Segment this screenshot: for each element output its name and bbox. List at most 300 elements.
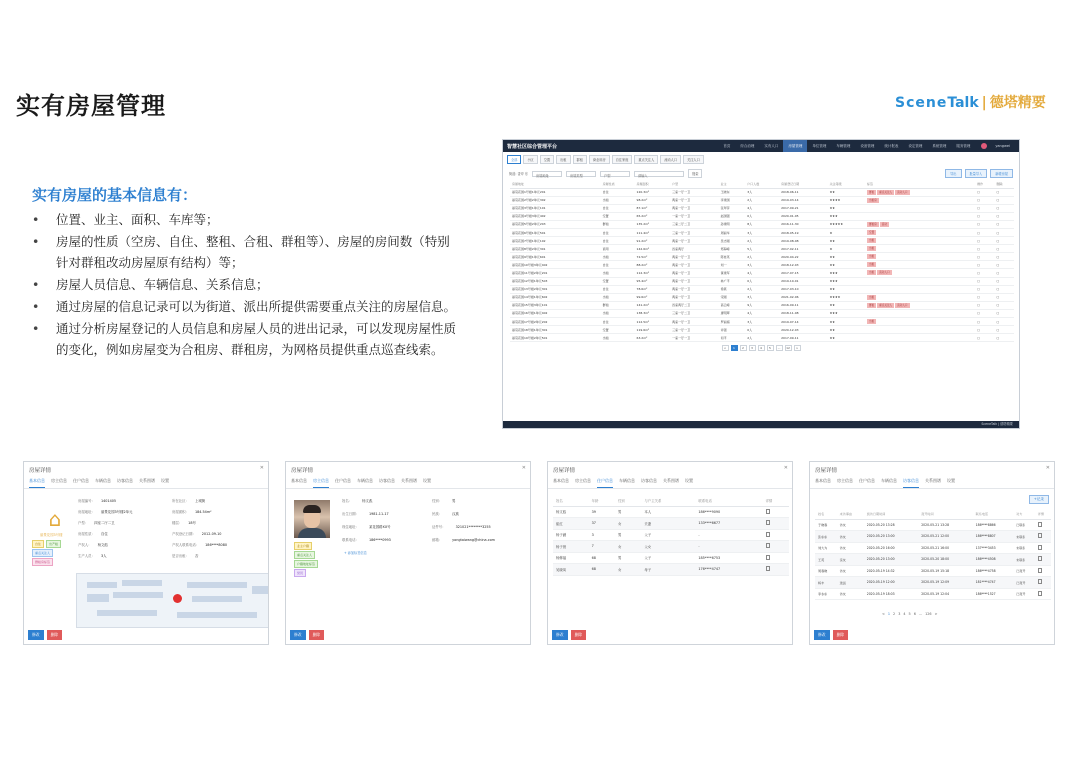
panel-tab[interactable]: 基本信息: [815, 478, 831, 483]
pagination: [882, 612, 937, 616]
filter-tab[interactable]: 重点关注人: [634, 155, 658, 164]
nav-item[interactable]: 首页: [723, 144, 731, 148]
search-input[interactable]: 请输入: [634, 171, 684, 177]
table-cell: 2020-05-19 12:00: [864, 577, 918, 589]
address-select[interactable]: 房屋地址: [532, 171, 562, 177]
table-cell: 2019-07-14: [779, 318, 827, 326]
table-cell: 2020-05-19 14:32: [864, 565, 918, 577]
delete-icon[interactable]: ▢: [995, 196, 1014, 204]
page-button[interactable]: 126: [925, 612, 932, 616]
panel-tab[interactable]: 基本信息: [29, 476, 45, 488]
panel-tab[interactable]: 关系图谱: [663, 478, 679, 483]
edit-button[interactable]: 修改: [28, 630, 44, 640]
page-button[interactable]: >: [934, 612, 938, 616]
table-cell: 男: [615, 506, 641, 518]
edit-icon[interactable]: ▢: [975, 301, 994, 309]
detail-icon[interactable]: [763, 529, 789, 541]
delete-icon[interactable]: ▢: [995, 220, 1014, 228]
table-cell: ★★: [828, 285, 865, 293]
table-cell: 空置: [601, 277, 635, 285]
delete-icon[interactable]: ▢: [995, 309, 1014, 317]
table-cell: 丽景花园4号楼3单元402: [510, 212, 601, 220]
table-cell: 185****6753: [695, 552, 762, 564]
table-cell: 186****8807: [973, 531, 1013, 543]
app-title: 智慧社区综合管理平台: [507, 143, 558, 150]
table-row[interactable]: [510, 293, 1014, 301]
field: [432, 537, 495, 542]
delete-icon[interactable]: ▢: [995, 245, 1014, 253]
column-header: 与户主关系: [641, 496, 695, 506]
delete-button[interactable]: 删除: [309, 630, 325, 640]
user-avatar[interactable]: [981, 143, 987, 149]
nav-item[interactable]: 服务管理: [956, 144, 971, 148]
filter-tab[interactable]: 群租: [573, 155, 587, 164]
table-cell: 68: [589, 552, 615, 564]
table-row[interactable]: [510, 309, 1014, 317]
bullet-list: [30, 209, 460, 361]
import-button[interactable]: 批量导入: [965, 169, 988, 178]
filter-tab[interactable]: 流动人口: [660, 155, 681, 164]
table-cell: 2020-05-20 18:00: [918, 554, 972, 566]
field-value: 某花园路XX号: [368, 525, 391, 529]
filter-tab[interactable]: 空置: [540, 155, 554, 164]
column-header: 房屋面积: [635, 181, 671, 188]
table-cell: 丽景花园12号楼1单元503: [510, 277, 601, 285]
panel-tab[interactable]: 设置: [423, 478, 431, 483]
detail-icon[interactable]: [1035, 588, 1051, 600]
delete-button[interactable]: 删除: [833, 630, 849, 640]
page-button[interactable]: 1: [731, 345, 738, 351]
field-value: 186****0993: [368, 538, 391, 542]
panel-tab[interactable]: 车辆信息: [619, 478, 635, 483]
table-cell: 丽景花园15号楼3单元101: [510, 301, 601, 309]
page-button[interactable]: >: [794, 345, 801, 351]
brand-logo: SceneTalk | 德塔精要: [895, 95, 1046, 111]
edit-icon[interactable]: ▢: [975, 253, 994, 261]
field: [342, 511, 389, 516]
panel-tab[interactable]: 车辆信息: [357, 478, 373, 483]
delete-icon[interactable]: ▢: [995, 204, 1014, 212]
table-row[interactable]: [815, 542, 1051, 554]
nav-item[interactable]: 设备管理: [860, 144, 875, 148]
page-button[interactable]: 2: [893, 612, 896, 616]
table-row[interactable]: [510, 326, 1014, 334]
panel-tab[interactable]: 车辆信息: [881, 478, 897, 483]
field-label: 证件号：: [432, 525, 446, 529]
page-button[interactable]: 5: [767, 345, 774, 351]
delete-icon[interactable]: ▢: [995, 301, 1014, 309]
table-cell: 176****4747: [695, 564, 762, 576]
tags-cell: [865, 277, 975, 285]
table-row[interactable]: [815, 577, 1051, 589]
page-button[interactable]: 6: [913, 612, 916, 616]
edit-icon[interactable]: ▢: [975, 212, 994, 220]
app-topbar: [503, 140, 1019, 152]
delete-button[interactable]: 删除: [47, 630, 63, 640]
field-label: 房屋面积：: [172, 510, 189, 514]
table-row[interactable]: [510, 188, 1014, 196]
delete-icon[interactable]: ▢: [995, 318, 1014, 326]
edit-button[interactable]: 修改: [814, 630, 830, 640]
panel-tab[interactable]: 基本信息: [553, 478, 569, 483]
delete-icon[interactable]: ▢: [995, 212, 1014, 220]
panel-tab[interactable]: 住户信息: [859, 478, 875, 483]
table-cell: 丽景花园6号楼1单元501: [510, 228, 601, 236]
panel-tab[interactable]: 访客信息: [641, 478, 657, 483]
panel-tab[interactable]: 设置: [685, 478, 693, 483]
close-icon[interactable]: ✕: [1045, 465, 1050, 471]
field-label: 房屋编号：: [78, 499, 95, 503]
field-label: 民族：: [432, 512, 443, 516]
column-header: 来访事由: [837, 509, 864, 519]
table-cell: 2020-05-21 12:00: [918, 531, 972, 543]
table-row[interactable]: [815, 531, 1051, 543]
field-value: 否: [194, 554, 199, 558]
table-cell: 2018-05-19: [779, 228, 827, 236]
table-row[interactable]: [553, 518, 789, 530]
page-button[interactable]: 3: [898, 612, 901, 616]
table-cell: 陈桂英: [719, 253, 746, 261]
close-icon[interactable]: ✕: [783, 465, 788, 471]
table-cell: 丽景花园13号楼2单元301: [510, 285, 601, 293]
filter-tab[interactable]: 关注人口: [683, 155, 704, 164]
tags-cell: [865, 334, 975, 342]
detail-icon[interactable]: [1035, 554, 1051, 566]
table-cell: 两室一厅一卫: [670, 196, 718, 204]
delete-icon[interactable]: ▢: [995, 253, 1014, 261]
add-tag-link[interactable]: + 添加标签信息: [344, 551, 367, 555]
table-row[interactable]: [510, 228, 1014, 236]
column-header: 到访日期时间: [864, 509, 918, 519]
panel-tabs: [24, 476, 268, 489]
panel-tab[interactable]: 房主信息: [575, 478, 591, 483]
page-button[interactable]: 12: [786, 346, 790, 351]
table-cell: 2017-03-10: [779, 285, 827, 293]
table-cell: 2020-05-21 13:28: [918, 519, 972, 531]
table-cell: 111.4m²: [635, 228, 671, 236]
house-tag: 流动人口: [879, 271, 890, 275]
field-label: 户型：: [78, 521, 89, 525]
layout-select[interactable]: 户型: [600, 171, 630, 177]
table-row[interactable]: [510, 318, 1014, 326]
table-cell: 于晓春: [815, 519, 837, 531]
close-icon[interactable]: ✕: [259, 465, 264, 471]
detail-icon[interactable]: [1035, 542, 1051, 554]
table-cell: 黄建军: [719, 269, 746, 277]
house-tag: 流动人口: [897, 190, 908, 194]
nav-item[interactable]: 单位管理: [812, 144, 827, 148]
edit-icon[interactable]: ▢: [975, 204, 994, 212]
field-label: 房屋性质：: [78, 532, 95, 536]
table-cell: 丽景花园3号楼1单元101: [510, 204, 601, 212]
filter-tabs: [503, 152, 1019, 166]
column-header: 详情: [763, 496, 789, 506]
location-map[interactable]: [76, 573, 269, 628]
delete-button[interactable]: 删除: [571, 630, 587, 640]
table-cell: 自住: [601, 228, 635, 236]
nav-item[interactable]: 综合治理: [740, 144, 755, 148]
table-cell: 一室一厅一卫: [670, 334, 718, 342]
detail-icon[interactable]: [763, 518, 789, 530]
panel-tab[interactable]: 房主信息: [837, 478, 853, 483]
page-button[interactable]: 3: [749, 345, 756, 351]
table-cell: 三室一厅一卫: [670, 228, 718, 236]
table-cell: 三室一厅二卫: [670, 309, 718, 317]
page-button[interactable]: ...: [776, 345, 783, 351]
table-cell: 群租: [601, 220, 635, 228]
house-icon: ⌂: [48, 507, 62, 531]
user-name[interactable]: yangwei: [995, 144, 1010, 148]
field-value: 3人: [100, 554, 107, 558]
table-cell: 2020-12-03: [779, 326, 827, 334]
table-cell: 2018-06-11: [779, 188, 827, 196]
detail-icon[interactable]: [1035, 577, 1051, 589]
table-row[interactable]: [510, 253, 1014, 261]
detail-icon[interactable]: [1035, 565, 1051, 577]
edit-icon[interactable]: ▢: [975, 269, 994, 277]
table-row[interactable]: [815, 554, 1051, 566]
add-record-button[interactable]: +记录: [1029, 495, 1049, 504]
table-row[interactable]: [553, 529, 789, 541]
table-row[interactable]: [815, 588, 1051, 600]
delete-icon[interactable]: ▢: [995, 261, 1014, 269]
delete-icon[interactable]: ▢: [995, 334, 1014, 342]
table-cell: ★★: [828, 326, 865, 334]
field: [432, 524, 491, 529]
filter-tab[interactable]: 小区: [523, 155, 537, 164]
panel-tab[interactable]: 房主信息: [313, 476, 329, 488]
field-value: 四室二厅二卫: [94, 521, 115, 525]
table-row[interactable]: [510, 204, 1014, 212]
filter-bar: [503, 166, 1019, 181]
column-header: 离开时间: [918, 509, 972, 519]
filter-tab[interactable]: 全部: [507, 155, 521, 164]
page-button[interactable]: 5: [908, 612, 911, 616]
panel-tab[interactable]: 基本信息: [291, 478, 307, 483]
panel-tab[interactable]: 车辆信息: [95, 478, 111, 483]
table-row[interactable]: [815, 565, 1051, 577]
detail-icon[interactable]: [763, 541, 789, 553]
table-cell: 自住: [601, 188, 635, 196]
table-cell: 186****8866: [973, 519, 1013, 531]
edit-icon[interactable]: ▢: [975, 220, 994, 228]
delete-icon[interactable]: ▢: [995, 326, 1014, 334]
field-label: 姓名：: [342, 499, 353, 503]
table-cell: 3人: [745, 293, 779, 301]
panel-tab[interactable]: 关系图谱: [139, 478, 155, 483]
panel-tab[interactable]: 访客信息: [903, 476, 919, 488]
delete-icon[interactable]: ▢: [995, 285, 1014, 293]
edit-icon[interactable]: ▢: [975, 277, 994, 285]
column-header: 联系电话: [695, 496, 762, 506]
panel-tab[interactable]: 住户信息: [335, 478, 351, 483]
table-row[interactable]: [510, 220, 1014, 228]
table-row[interactable]: [553, 552, 789, 564]
edit-icon[interactable]: ▢: [975, 228, 994, 236]
filter-tab[interactable]: 自住家庭: [612, 155, 633, 164]
page-button[interactable]: <: [882, 612, 885, 616]
table-cell: 丽景花园17号楼2单元202: [510, 318, 601, 326]
table-cell: 未联系: [1013, 542, 1035, 554]
page-button[interactable]: 2: [740, 345, 747, 351]
table-row[interactable]: [553, 541, 789, 553]
panel-tab[interactable]: 关系图谱: [401, 478, 417, 483]
table-cell: 四室两厅二卫: [670, 301, 718, 309]
house-tag: 重点关注人: [879, 190, 893, 194]
export-button[interactable]: 导出: [945, 169, 961, 178]
edit-icon[interactable]: ▢: [975, 326, 994, 334]
table-cell: -: [695, 529, 762, 541]
delete-icon[interactable]: ▢: [995, 228, 1014, 236]
page-button[interactable]: 4: [758, 345, 765, 351]
detail-icon[interactable]: [1035, 519, 1051, 531]
table-cell: 丽景花园18号楼1单元301: [510, 326, 601, 334]
detail-icon[interactable]: [763, 564, 789, 576]
column-header: 户口人数: [745, 181, 779, 188]
tag: 群租房标签: [32, 558, 53, 566]
table-cell: 4人: [745, 309, 779, 317]
edit-icon[interactable]: ▢: [975, 196, 994, 204]
edit-button[interactable]: 修改: [290, 630, 306, 640]
panel-tab[interactable]: 访客信息: [117, 478, 133, 483]
table-cell: 135.2m²: [635, 220, 671, 228]
edit-icon[interactable]: ▢: [975, 261, 994, 269]
close-icon[interactable]: ✕: [521, 465, 526, 471]
table-row[interactable]: [510, 261, 1014, 269]
field: [172, 520, 196, 525]
edit-icon[interactable]: ▢: [975, 334, 994, 342]
table-cell: 已联系: [1013, 519, 1035, 531]
table-cell: 0人: [745, 212, 779, 220]
table-cell: 已离开: [1013, 565, 1035, 577]
field: [342, 537, 391, 542]
delete-icon[interactable]: ▢: [995, 269, 1014, 277]
table-cell: 88.2m²: [635, 261, 671, 269]
panel-tab[interactable]: 设置: [947, 478, 955, 483]
tags-cell: [865, 237, 975, 245]
table-cell: 王晓东: [719, 188, 746, 196]
table-cell: 186****4508: [973, 554, 1013, 566]
nav-item[interactable]: 房屋管理: [783, 140, 807, 152]
bullet-item: • 通过房屋的信息记录可以为街道、派出所提供需要重点关注的房屋信息。: [30, 296, 460, 317]
panel-tab[interactable]: 关系图谱: [925, 478, 941, 483]
table-cell: 两室一厅一卫: [670, 261, 718, 269]
table-cell: 2016-11-30: [779, 220, 827, 228]
panel-tab[interactable]: 房主信息: [51, 478, 67, 483]
housing-table: [510, 181, 1014, 342]
nav-item[interactable]: 设定管理: [908, 144, 923, 148]
panel-tabs: [810, 476, 1054, 489]
field-label: 性别：: [432, 499, 443, 503]
tags-cell: [865, 196, 975, 204]
field-label: 生产人员：: [78, 554, 95, 558]
page-button[interactable]: 1: [887, 612, 891, 616]
table-cell: 2020-05-20 13:28: [864, 519, 918, 531]
edit-icon[interactable]: ▢: [975, 318, 994, 326]
table-row[interactable]: [510, 269, 1014, 277]
column-header: 姓名: [815, 509, 837, 519]
house-tag: 出租: [868, 320, 875, 324]
table-row[interactable]: [510, 334, 1014, 342]
table-row[interactable]: [510, 196, 1014, 204]
detail-icon[interactable]: [1035, 531, 1051, 543]
edit-icon[interactable]: ▢: [975, 285, 994, 293]
table-row[interactable]: [510, 237, 1014, 245]
table-row[interactable]: [815, 519, 1051, 531]
field-value: 自住: [100, 532, 108, 536]
table-cell: 李建国: [719, 196, 746, 204]
delete-icon[interactable]: ▢: [995, 277, 1014, 285]
column-header: 联系电话: [973, 509, 1013, 519]
table-cell: 空置: [601, 212, 635, 220]
panel-tab[interactable]: 住户信息: [73, 478, 89, 483]
table-row[interactable]: [510, 245, 1014, 253]
filter-tab[interactable]: 商业用房: [589, 155, 610, 164]
table-row[interactable]: [510, 301, 1014, 309]
delete-icon[interactable]: ▢: [995, 188, 1014, 196]
table-cell: 2020-05-19 12:04: [918, 588, 972, 600]
page-button[interactable]: <: [722, 345, 729, 351]
panel-tab[interactable]: 设置: [161, 478, 169, 483]
table-row[interactable]: [510, 212, 1014, 220]
table-cell: 91.2m²: [635, 237, 671, 245]
table-cell: 出租: [601, 196, 635, 204]
type-select[interactable]: 房屋类型: [566, 171, 596, 177]
table-cell: ★★★: [828, 277, 865, 285]
table-cell: 自住: [601, 204, 635, 212]
edit-icon[interactable]: ▢: [975, 237, 994, 245]
edit-icon[interactable]: ▢: [975, 245, 994, 253]
column-header: 房屋性质: [601, 181, 635, 188]
field-value: 汉族: [452, 512, 459, 516]
nav-item[interactable]: 统计报表: [884, 144, 899, 148]
table-row[interactable]: [553, 564, 789, 576]
nav-item[interactable]: 系统管理: [932, 144, 947, 148]
edit-button[interactable]: 修改: [552, 630, 568, 640]
table-cell: 许强: [719, 326, 746, 334]
delete-icon[interactable]: ▢: [995, 237, 1014, 245]
table-cell: 丽景花园2号楼2单元302: [510, 196, 601, 204]
column-header: 户型: [670, 181, 718, 188]
edit-icon[interactable]: ▢: [975, 188, 994, 196]
table-cell: 丽景花园7号楼1单元102: [510, 237, 601, 245]
filter-tab[interactable]: 出租: [556, 155, 570, 164]
table-cell: 两室一厅一卫: [670, 204, 718, 212]
page-button[interactable]: ...: [918, 612, 923, 616]
page-button[interactable]: 4: [903, 612, 906, 616]
add-house-button[interactable]: 新增房屋: [990, 169, 1013, 178]
table-row[interactable]: [553, 506, 789, 518]
panel-tab[interactable]: 住户信息: [597, 476, 613, 488]
table-cell: 4人: [745, 204, 779, 212]
delete-icon[interactable]: ▢: [995, 293, 1014, 301]
search-button[interactable]: 搜索: [688, 169, 702, 178]
table-cell: 8人: [745, 220, 779, 228]
nav-item[interactable]: 车辆管理: [836, 144, 851, 148]
panel-tab[interactable]: 访客信息: [379, 478, 395, 483]
table-cell: 丽景花园8号楼2单元301: [510, 245, 601, 253]
table-cell: 112.5m²: [635, 318, 671, 326]
table-row[interactable]: [510, 277, 1014, 285]
house-detail-residents-panel: [547, 461, 793, 645]
field-value: 2012-09-10: [201, 532, 222, 536]
detail-icon[interactable]: [763, 552, 789, 564]
detail-icon[interactable]: [763, 506, 789, 518]
table-row[interactable]: [510, 285, 1014, 293]
edit-icon[interactable]: ▢: [975, 293, 994, 301]
nav-item[interactable]: 实有人口: [764, 144, 779, 148]
edit-icon[interactable]: ▢: [975, 309, 994, 317]
